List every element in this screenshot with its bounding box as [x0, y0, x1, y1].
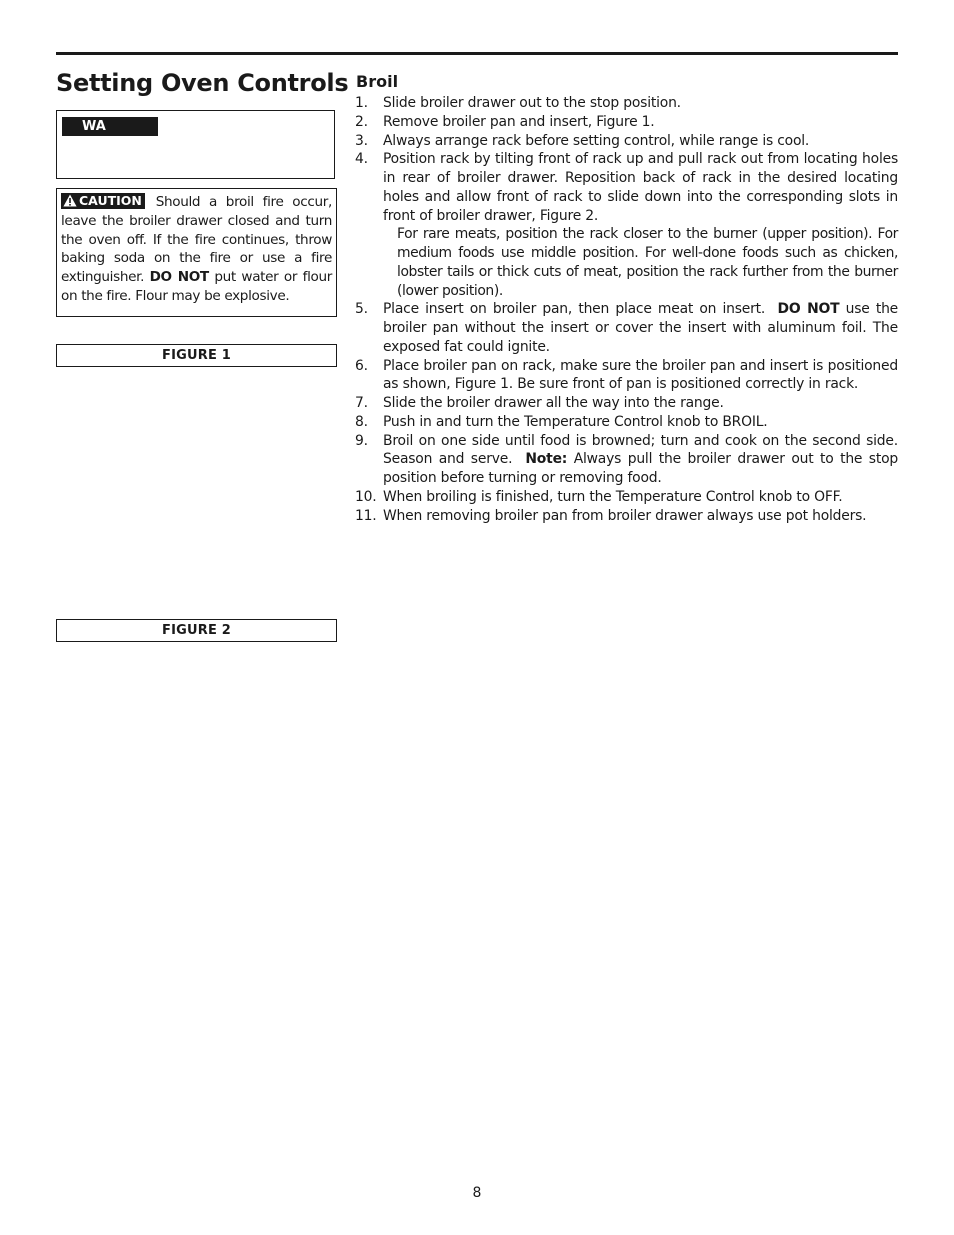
- step-note-label: Note:: [525, 451, 568, 468]
- step-number: 9.: [355, 432, 368, 449]
- broil-step-9: [355, 432, 898, 488]
- step-text: Slide the broiler drawer all the way into the range.: [383, 395, 724, 411]
- step-text: Place broiler pan on rack, make sure the broiler pan and insert is positioned as shown, Figure 1. Be sure front of pan is positioned correctly in rack.: [383, 357, 898, 393]
- broil-step-8: [355, 413, 898, 432]
- step-number: 7.: [355, 395, 368, 411]
- caution-emphasis: DO NOT: [149, 269, 209, 286]
- step-text: Slide broiler drawer out to the stop position.: [383, 95, 681, 111]
- broil-step-1: [355, 94, 898, 113]
- broil-step-11: [355, 507, 898, 526]
- broil-heading: Broil: [356, 72, 399, 91]
- broil-steps-list: [355, 94, 898, 525]
- top-rule: [56, 52, 898, 55]
- step-text: When broiling is finished, turn the Temperature Control knob to OFF.: [383, 488, 843, 505]
- figure-2-caption: FIGURE 2: [56, 619, 337, 642]
- page-title: Setting Oven Controls: [56, 69, 349, 97]
- step-number: 10.: [355, 488, 377, 505]
- step-text: Remove broiler pan and insert, Figure 1.: [383, 113, 655, 130]
- figure-1-caption: FIGURE 1: [56, 344, 337, 367]
- step-text: Always arrange rack before setting control, while range is cool.: [383, 132, 810, 149]
- step-content: [383, 300, 898, 356]
- step-text: When removing broiler pan from broiler drawer always use pot holders.: [383, 507, 867, 524]
- step-number: 4.: [355, 151, 368, 168]
- broil-step-4: [355, 150, 898, 300]
- rack-position-note: For rare meats, position the rack closer to the burner (upper position). For medium foods use middle position. For well-done foods such as chicken, lobster tails or thick cuts of meat, position the rack further from the burner (lower position).: [397, 226, 898, 299]
- step-text-continued: Always pull the broiler drawer out to the stop position before turning or removing food.: [383, 451, 899, 486]
- broil-step-10: [355, 488, 898, 507]
- broil-step-6: [355, 357, 898, 395]
- step-text: Push in and turn the Temperature Control knob to BROIL.: [383, 413, 768, 430]
- step-number: 3.: [355, 132, 368, 149]
- step-number: 6.: [355, 357, 368, 374]
- step-number: 2.: [355, 113, 368, 130]
- warning-label: WA: [62, 117, 158, 136]
- step-content: [383, 432, 898, 488]
- broil-step-7: [355, 394, 898, 413]
- caution-badge-label: CAUTION: [79, 193, 142, 208]
- step-number: 5.: [355, 301, 368, 318]
- step-number: 11.: [355, 507, 377, 524]
- broil-step-5: [355, 300, 898, 356]
- step-number: 8.: [355, 413, 368, 430]
- broil-step-2: [355, 113, 898, 132]
- step-number: 1.: [355, 95, 368, 111]
- page-number: 8: [472, 1185, 482, 1201]
- caution-text-1: Should a broil fire occur, leave the broiler drawer closed and turn the oven off. If the fire continues, throw baking soda on the fire or use a fire extinguisher.: [61, 194, 332, 286]
- step-text: Broil on one side until food is browned; turn and cook on the second side. Season and serve.: [383, 432, 898, 468]
- step-text: Position rack by tilting front of rack up and pull rack out from locating holes in rear of broiler drawer. Reposition back of rack in the desired locating holes and allow front of rack to slide down into the corresponding slots in front of broiler drawer, Figure 2.: [383, 151, 898, 224]
- caution-box: [56, 188, 337, 317]
- warning-triangle-icon: [63, 194, 77, 207]
- step-emphasis: DO NOT: [777, 301, 840, 318]
- caution-text-2: put water or flour on the fire. Flour may be explosive.: [61, 269, 332, 304]
- step-text: Place insert on broiler pan, then place meat on insert.: [383, 301, 766, 318]
- warning-box: [56, 110, 335, 179]
- step-text-continued: use the broiler pan without the insert or cover the insert with aluminum foil. The exposed fat could ignite.: [383, 301, 899, 355]
- step-content: [383, 150, 898, 300]
- broil-step-3: [355, 132, 898, 151]
- caution-badge: [61, 193, 145, 209]
